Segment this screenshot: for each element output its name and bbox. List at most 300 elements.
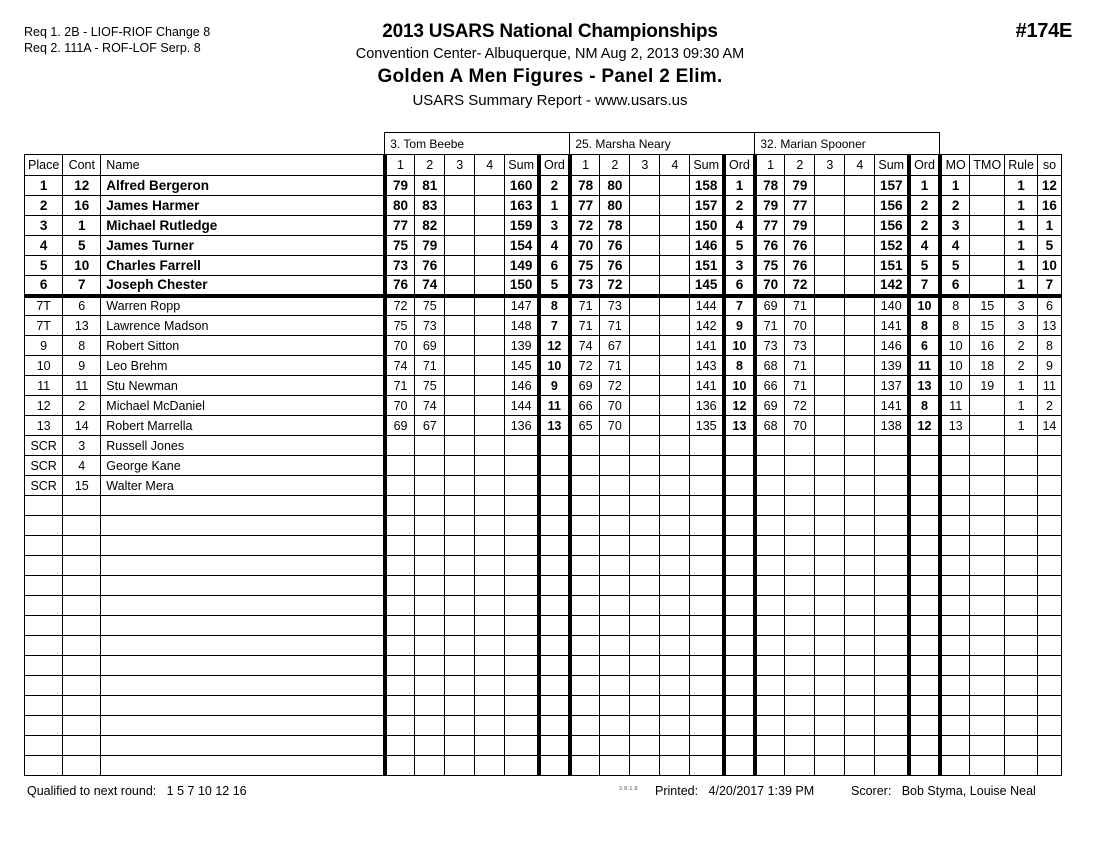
cell-judge2-fig4 (660, 736, 690, 756)
table-row-empty[interactable] (25, 736, 1062, 756)
cell-judge2-fig1: 70 (570, 236, 600, 256)
cell-judge2-fig2 (600, 636, 630, 656)
cell-judge2-fig2: 78 (600, 216, 630, 236)
table-row-empty[interactable] (25, 496, 1062, 516)
cell-judge1-fig4 (475, 396, 505, 416)
banner-spacer-left (25, 133, 385, 155)
table-row[interactable] (25, 396, 1062, 416)
cell-mo: 11 (940, 396, 970, 416)
cell-judge1-fig4 (475, 516, 505, 536)
cell-cont (63, 716, 101, 736)
cell-judge3-fig3 (815, 596, 845, 616)
cell-judge3-fig2: 76 (785, 256, 815, 276)
cell-judge1-ord (539, 576, 570, 596)
table-row-empty[interactable] (25, 696, 1062, 716)
header-judge3-fig3: 3 (815, 155, 845, 176)
cell-rule (1005, 436, 1038, 456)
cell-rule: 1 (1005, 256, 1038, 276)
cell-judge2-ord: 10 (724, 336, 755, 356)
cell-judge3-ord (909, 496, 940, 516)
cell-judge1-fig1 (385, 716, 415, 736)
cell-judge2-fig1 (570, 716, 600, 736)
cell-judge1-sum: 154 (505, 236, 539, 256)
table-row[interactable] (25, 216, 1062, 236)
cell-judge1-fig2: 74 (415, 276, 445, 296)
table-row[interactable] (25, 176, 1062, 196)
cell-judge1-fig4 (475, 416, 505, 436)
cell-judge1-fig2 (415, 616, 445, 636)
cell-judge3-ord: 2 (909, 196, 940, 216)
cell-rule: 3 (1005, 316, 1038, 336)
cell-judge2-ord: 7 (724, 296, 755, 316)
cell-name: Michael Rutledge (101, 216, 385, 236)
table-row-empty[interactable] (25, 596, 1062, 616)
cell-judge2-fig2 (600, 556, 630, 576)
cell-judge3-fig4 (845, 396, 875, 416)
cell-judge1-fig2: 69 (415, 336, 445, 356)
cell-judge1-ord (539, 536, 570, 556)
cell-tmo: 16 (970, 336, 1005, 356)
cell-judge2-fig2 (600, 696, 630, 716)
cell-judge1-fig4 (475, 696, 505, 716)
cell-so: 2 (1037, 396, 1061, 416)
cell-judge3-fig4 (845, 536, 875, 556)
cell-judge1-sum (505, 436, 539, 456)
cell-judge1-fig3 (445, 436, 475, 456)
cell-judge2-fig4 (660, 576, 690, 596)
cell-rule (1005, 476, 1038, 496)
cell-judge3-ord (909, 656, 940, 676)
cell-tmo (970, 656, 1005, 676)
cell-judge1-sum (505, 616, 539, 636)
cell-judge3-fig4 (845, 696, 875, 716)
cell-tmo (970, 436, 1005, 456)
cell-place: 13 (25, 416, 63, 436)
table-row-empty[interactable] (25, 636, 1062, 656)
title-block (180, 20, 920, 112)
cell-judge1-ord (539, 756, 570, 776)
cell-judge3-fig2: 73 (785, 336, 815, 356)
cell-judge3-fig4 (845, 496, 875, 516)
cell-name: Michael McDaniel (101, 396, 385, 416)
cell-judge3-fig4 (845, 596, 875, 616)
cell-judge3-fig1: 70 (755, 276, 785, 296)
cell-judge2-fig4 (660, 716, 690, 736)
cell-judge2-fig4 (660, 216, 690, 236)
table-row[interactable] (25, 436, 1062, 456)
cell-judge2-fig2 (600, 736, 630, 756)
cell-judge3-fig3 (815, 236, 845, 256)
table-row[interactable] (25, 356, 1062, 376)
cell-judge1-fig2: 71 (415, 356, 445, 376)
cell-judge3-fig3 (815, 296, 845, 316)
cell-cont (63, 736, 101, 756)
header-judge1-fig4: 4 (475, 155, 505, 176)
cell-judge2-fig3 (630, 436, 660, 456)
cell-judge1-fig3 (445, 696, 475, 716)
cell-judge2-fig1 (570, 696, 600, 716)
cell-judge2-fig2 (600, 536, 630, 556)
cell-judge2-fig4 (660, 356, 690, 376)
cell-judge1-fig2 (415, 456, 445, 476)
cell-judge1-sum (505, 676, 539, 696)
cell-place: 7T (25, 316, 63, 336)
cell-judge3-sum (875, 696, 909, 716)
cell-name: Walter Mera (101, 476, 385, 496)
cell-judge3-fig1 (755, 476, 785, 496)
header-judge1-ord: Ord (539, 155, 570, 176)
cell-judge3-sum (875, 756, 909, 776)
cell-place: SCR (25, 476, 63, 496)
cell-name (101, 756, 385, 776)
cell-judge3-fig4 (845, 276, 875, 296)
cell-place: 12 (25, 396, 63, 416)
cell-so: 11 (1037, 376, 1061, 396)
cell-tmo (970, 636, 1005, 656)
cell-name: Warren Ropp (101, 296, 385, 316)
cell-judge2-fig1 (570, 556, 600, 576)
cell-judge3-sum: 146 (875, 336, 909, 356)
cell-judge3-ord (909, 756, 940, 776)
cell-so (1037, 516, 1061, 536)
cell-judge3-sum (875, 436, 909, 456)
cell-judge2-ord: 6 (724, 276, 755, 296)
cell-judge1-fig4 (475, 176, 505, 196)
cell-judge1-fig2: 74 (415, 396, 445, 416)
cell-judge1-fig1: 75 (385, 236, 415, 256)
cell-judge2-fig2: 80 (600, 176, 630, 196)
cell-judge1-ord: 3 (539, 216, 570, 236)
header-judge3-ord: Ord (909, 155, 940, 176)
cell-judge1-fig3 (445, 256, 475, 276)
cell-judge3-ord: 8 (909, 316, 940, 336)
cell-judge1-fig4 (475, 196, 505, 216)
header-name: Name (101, 155, 385, 176)
banner-spacer-right (940, 133, 1062, 155)
cell-place (25, 736, 63, 756)
cell-name: James Harmer (101, 196, 385, 216)
table-row[interactable] (25, 416, 1062, 436)
cell-judge3-fig1: 68 (755, 356, 785, 376)
cell-judge3-fig1 (755, 536, 785, 556)
cell-judge2-fig1: 71 (570, 316, 600, 336)
cell-judge2-fig2: 71 (600, 356, 630, 376)
cell-judge1-fig1: 80 (385, 196, 415, 216)
cell-judge2-sum: 158 (690, 176, 724, 196)
cell-judge3-ord (909, 736, 940, 756)
cell-name: Russell Jones (101, 436, 385, 456)
cell-mo: 10 (940, 356, 970, 376)
cell-judge3-fig3 (815, 536, 845, 556)
cell-judge3-fig3 (815, 356, 845, 376)
cell-rule (1005, 636, 1038, 656)
cell-judge2-ord (724, 756, 755, 776)
cell-judge1-fig3 (445, 476, 475, 496)
printed-stamp (655, 784, 814, 798)
report-subtitle: USARS Summary Report - www.usars.us (412, 92, 688, 109)
cell-judge3-fig1 (755, 616, 785, 636)
cell-judge1-sum: 163 (505, 196, 539, 216)
cell-judge2-fig2: 76 (600, 236, 630, 256)
cell-rule: 1 (1005, 196, 1038, 216)
cell-judge2-fig2: 70 (600, 416, 630, 436)
cell-place: 7T (25, 296, 63, 316)
cell-judge2-fig3 (630, 576, 660, 596)
cell-judge1-ord: 4 (539, 236, 570, 256)
cell-judge2-fig4 (660, 496, 690, 516)
cell-judge1-fig3 (445, 676, 475, 696)
header-judge1-fig3: 3 (445, 155, 475, 176)
cell-judge1-ord (539, 476, 570, 496)
cell-cont (63, 536, 101, 556)
cell-judge2-sum (690, 696, 724, 716)
cell-judge1-ord: 8 (539, 296, 570, 316)
table-row-empty[interactable] (25, 716, 1062, 736)
cell-judge2-fig4 (660, 696, 690, 716)
cell-rule: 1 (1005, 216, 1038, 236)
cell-judge1-sum: 144 (505, 396, 539, 416)
cell-judge1-sum (505, 656, 539, 676)
cell-judge3-fig2 (785, 496, 815, 516)
table-row[interactable] (25, 376, 1062, 396)
cell-judge1-fig4 (475, 716, 505, 736)
cell-name: Robert Marrella (101, 416, 385, 436)
cell-tmo: 15 (970, 296, 1005, 316)
cell-judge2-fig1 (570, 436, 600, 456)
cell-judge2-ord (724, 636, 755, 656)
cell-judge3-ord (909, 436, 940, 456)
table-row[interactable] (25, 296, 1062, 316)
cell-place (25, 536, 63, 556)
cell-so: 10 (1037, 256, 1061, 276)
cell-judge3-fig1 (755, 756, 785, 776)
table-row-empty[interactable] (25, 576, 1062, 596)
column-header-row (25, 155, 1062, 176)
cell-judge3-sum (875, 536, 909, 556)
cell-rule (1005, 736, 1038, 756)
cell-judge3-ord: 2 (909, 216, 940, 236)
header-tmo: TMO (970, 155, 1005, 176)
cell-judge1-ord: 7 (539, 316, 570, 336)
cell-rule: 2 (1005, 336, 1038, 356)
cell-judge2-fig1: 72 (570, 216, 600, 236)
cell-judge2-fig2: 67 (600, 336, 630, 356)
table-row[interactable] (25, 336, 1062, 356)
cell-judge1-fig4 (475, 476, 505, 496)
cell-judge2-sum: 144 (690, 296, 724, 316)
cell-cont: 9 (63, 356, 101, 376)
cell-name: Stu Newman (101, 376, 385, 396)
cell-rule: 1 (1005, 416, 1038, 436)
cell-mo (940, 556, 970, 576)
cell-judge3-sum: 152 (875, 236, 909, 256)
cell-so (1037, 676, 1061, 696)
cell-mo (940, 476, 970, 496)
cell-judge2-sum (690, 676, 724, 696)
cell-so (1037, 596, 1061, 616)
table-row[interactable] (25, 456, 1062, 476)
cell-judge3-fig4 (845, 376, 875, 396)
cell-mo (940, 436, 970, 456)
cell-judge2-fig1 (570, 456, 600, 476)
cell-judge3-fig3 (815, 216, 845, 236)
cell-judge3-fig1: 68 (755, 416, 785, 436)
cell-judge3-sum: 142 (875, 276, 909, 296)
cell-judge1-fig1: 76 (385, 276, 415, 296)
table-row[interactable] (25, 276, 1062, 296)
cell-judge3-ord (909, 616, 940, 636)
cell-judge2-ord: 3 (724, 256, 755, 276)
table-row-empty[interactable] (25, 536, 1062, 556)
cell-mo (940, 656, 970, 676)
cell-judge1-fig4 (475, 616, 505, 636)
cell-judge2-fig3 (630, 376, 660, 396)
cell-judge1-fig3 (445, 556, 475, 576)
cell-judge2-fig2 (600, 676, 630, 696)
cell-judge1-fig2 (415, 736, 445, 756)
cell-rule (1005, 516, 1038, 536)
cell-judge2-sum (690, 496, 724, 516)
cell-judge3-ord: 12 (909, 416, 940, 436)
cell-judge2-fig1 (570, 576, 600, 596)
cell-so: 16 (1037, 196, 1061, 216)
judge-name-3: 32. Marian Spooner (755, 133, 940, 155)
scorer-label: Scorer: (851, 784, 892, 798)
cell-judge3-fig2 (785, 516, 815, 536)
cell-judge2-ord: 8 (724, 356, 755, 376)
cell-judge1-sum: 145 (505, 356, 539, 376)
cell-judge1-fig1 (385, 616, 415, 636)
cell-tmo (970, 476, 1005, 496)
cell-judge2-sum (690, 596, 724, 616)
cell-judge2-ord (724, 696, 755, 716)
cell-cont (63, 596, 101, 616)
cell-judge2-fig4 (660, 516, 690, 536)
cell-rule (1005, 756, 1038, 776)
cell-judge1-sum: 159 (505, 216, 539, 236)
cell-judge3-fig3 (815, 496, 845, 516)
cell-so: 1 (1037, 216, 1061, 236)
cell-judge2-fig1 (570, 756, 600, 776)
cell-judge2-fig3 (630, 616, 660, 636)
cell-mo: 13 (940, 416, 970, 436)
cell-judge3-sum: 138 (875, 416, 909, 436)
cell-judge3-fig2 (785, 556, 815, 576)
cell-tmo (970, 556, 1005, 576)
cell-rule: 3 (1005, 296, 1038, 316)
cell-place: 6 (25, 276, 63, 296)
cell-judge1-fig3 (445, 336, 475, 356)
requirement-line-2: Req 2. 111A - ROF-LOF Serp. 8 (24, 41, 201, 55)
header-judge3-sum: Sum (875, 155, 909, 176)
cell-judge3-fig2 (785, 476, 815, 496)
cell-judge3-fig3 (815, 616, 845, 636)
cell-judge2-fig1 (570, 536, 600, 556)
cell-judge3-fig3 (815, 556, 845, 576)
cell-judge3-fig2 (785, 756, 815, 776)
cell-judge3-fig1 (755, 596, 785, 616)
cell-judge1-fig4 (475, 336, 505, 356)
cell-judge1-fig1: 75 (385, 316, 415, 336)
judge-name-1: 3. Tom Beebe (385, 133, 570, 155)
cell-tmo: 15 (970, 316, 1005, 336)
cell-judge3-fig1 (755, 716, 785, 736)
cell-judge1-ord: 12 (539, 336, 570, 356)
table-row-empty[interactable] (25, 676, 1062, 696)
table-row[interactable] (25, 236, 1062, 256)
cell-judge1-sum (505, 636, 539, 656)
cell-judge2-fig3 (630, 216, 660, 236)
cell-judge1-fig4 (475, 456, 505, 476)
cell-judge1-fig2 (415, 696, 445, 716)
cell-judge3-fig1: 69 (755, 296, 785, 316)
cell-judge1-fig2 (415, 556, 445, 576)
table-row[interactable] (25, 196, 1062, 216)
cell-judge1-sum: 146 (505, 376, 539, 396)
cell-judge2-fig2: 70 (600, 396, 630, 416)
cell-judge3-ord (909, 516, 940, 536)
cell-judge1-fig3 (445, 576, 475, 596)
cell-judge2-ord (724, 556, 755, 576)
cell-mo (940, 676, 970, 696)
cell-judge2-sum (690, 556, 724, 576)
table-row-empty[interactable] (25, 656, 1062, 676)
cell-judge3-fig3 (815, 516, 845, 536)
cell-judge3-fig3 (815, 396, 845, 416)
table-row-empty[interactable] (25, 556, 1062, 576)
cell-judge1-ord: 10 (539, 356, 570, 376)
cell-judge2-fig2 (600, 476, 630, 496)
cell-judge1-fig4 (475, 356, 505, 376)
cell-rule (1005, 496, 1038, 516)
cell-judge3-sum: 156 (875, 216, 909, 236)
cell-judge3-fig4 (845, 416, 875, 436)
cell-cont (63, 756, 101, 776)
cell-judge2-fig4 (660, 656, 690, 676)
cell-judge2-sum (690, 516, 724, 536)
cell-judge1-fig4 (475, 316, 505, 336)
cell-judge2-fig1 (570, 496, 600, 516)
cell-tmo (970, 176, 1005, 196)
cell-judge1-fig1 (385, 536, 415, 556)
table-row-empty[interactable] (25, 516, 1062, 536)
cell-judge1-fig4 (475, 376, 505, 396)
table-row-empty[interactable] (25, 756, 1062, 776)
cell-judge3-sum: 156 (875, 196, 909, 216)
cell-judge1-fig2 (415, 636, 445, 656)
cell-judge2-sum (690, 636, 724, 656)
cell-so (1037, 456, 1061, 476)
table-row[interactable] (25, 476, 1062, 496)
table-row-empty[interactable] (25, 616, 1062, 636)
report-footer (0, 782, 1100, 806)
cell-judge3-fig3 (815, 696, 845, 716)
cell-cont (63, 516, 101, 536)
cell-judge3-fig4 (845, 756, 875, 776)
cell-judge1-fig4 (475, 276, 505, 296)
table-row[interactable] (25, 316, 1062, 336)
cell-cont: 10 (63, 256, 101, 276)
cell-rule (1005, 716, 1038, 736)
cell-judge3-fig2 (785, 596, 815, 616)
cell-judge3-fig2: 77 (785, 196, 815, 216)
cell-judge3-fig3 (815, 716, 845, 736)
cell-place (25, 676, 63, 696)
table-row[interactable] (25, 256, 1062, 276)
cell-judge3-fig1: 69 (755, 396, 785, 416)
header-mo: MO (940, 155, 970, 176)
cell-judge1-sum (505, 536, 539, 556)
